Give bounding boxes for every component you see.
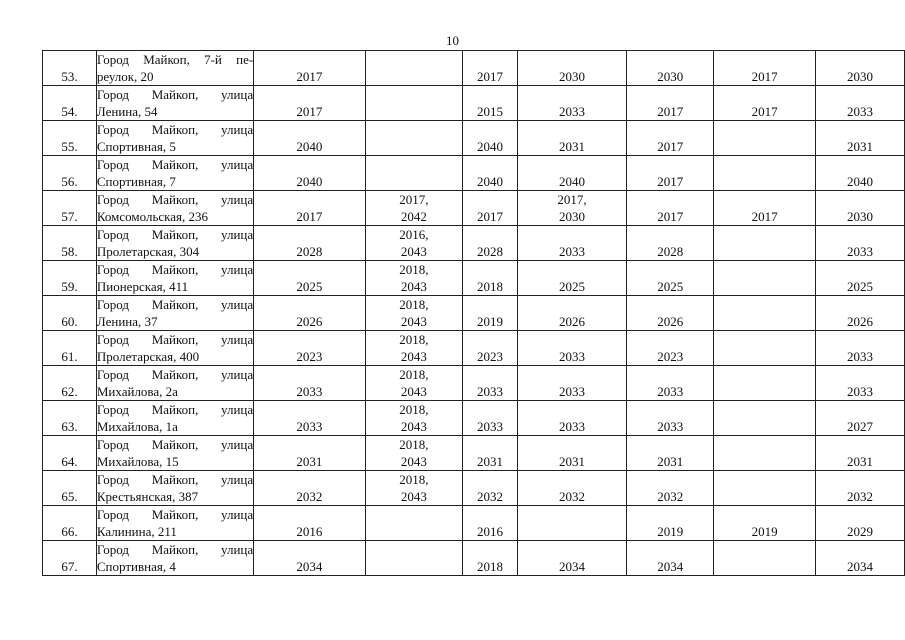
year-cell-7: 2031 bbox=[815, 436, 904, 471]
year-cell-4-line-2: 2030 bbox=[559, 69, 586, 84]
address-cell bbox=[96, 506, 253, 541]
year-cell-4 bbox=[517, 401, 626, 436]
year-cell-4 bbox=[517, 471, 626, 506]
year-cell-3: 2040 bbox=[463, 156, 518, 191]
year-cell-7: 2026 bbox=[815, 296, 904, 331]
year-cell-1: 2028 bbox=[254, 226, 366, 261]
row-number-cell: 67. bbox=[43, 541, 97, 576]
year-cell-6 bbox=[714, 471, 816, 506]
address-line-2: Пионерская, 411 bbox=[96, 279, 189, 294]
year-cell-2-line-1: 2018, bbox=[399, 402, 429, 417]
address-line-2: Крестьянская, 387 bbox=[96, 489, 199, 504]
address-line-2: Пролетарская, 400 bbox=[96, 349, 200, 364]
year-cell-5: 2034 bbox=[627, 541, 714, 576]
year-cell-2-line-2: 2043 bbox=[400, 384, 427, 399]
row-number-cell: 58. bbox=[43, 226, 97, 261]
schedule-table bbox=[42, 50, 905, 576]
row-number-cell: 66. bbox=[43, 506, 97, 541]
year-cell-1: 2040 bbox=[254, 121, 366, 156]
year-cell-5: 2025 bbox=[627, 261, 714, 296]
year-cell-2 bbox=[365, 121, 462, 156]
year-cell-4-line-2: 2030 bbox=[559, 209, 586, 224]
year-cell-4 bbox=[517, 156, 626, 191]
year-cell-6 bbox=[714, 331, 816, 366]
year-cell-2-line-1: 2018, bbox=[399, 297, 429, 312]
table-row bbox=[43, 401, 905, 436]
address-line-1: Город Майкоп, улица bbox=[96, 87, 254, 102]
year-cell-1: 2034 bbox=[254, 541, 366, 576]
year-cell-2-line-2: 2043 bbox=[400, 244, 427, 259]
address-cell bbox=[96, 226, 253, 261]
year-cell-5: 2031 bbox=[627, 436, 714, 471]
year-cell-4 bbox=[517, 296, 626, 331]
table-body bbox=[43, 51, 905, 576]
address-line-2: Спортивная, 7 bbox=[96, 174, 176, 189]
year-cell-3: 2033 bbox=[463, 366, 518, 401]
address-line-1: Город Майкоп, улица bbox=[96, 507, 254, 522]
year-cell-2 bbox=[365, 191, 462, 226]
year-cell-5: 2033 bbox=[627, 366, 714, 401]
year-cell-4 bbox=[517, 436, 626, 471]
table-row bbox=[43, 226, 905, 261]
year-cell-4-line-2: 2033 bbox=[559, 349, 586, 364]
year-cell-1: 2032 bbox=[254, 471, 366, 506]
year-cell-4 bbox=[517, 121, 626, 156]
year-cell-2 bbox=[365, 436, 462, 471]
year-cell-5: 2017 bbox=[627, 156, 714, 191]
year-cell-2-line-2: 2043 bbox=[400, 489, 427, 504]
year-cell-3: 2033 bbox=[463, 401, 518, 436]
address-line-2: Михайлова, 2а bbox=[96, 384, 178, 399]
year-cell-6 bbox=[714, 156, 816, 191]
table-row bbox=[43, 51, 905, 86]
year-cell-7: 2030 bbox=[815, 51, 904, 86]
year-cell-2-line-1: 2016, bbox=[399, 227, 429, 242]
address-line-2: Ленина, 54 bbox=[96, 104, 158, 119]
year-cell-1: 2040 bbox=[254, 156, 366, 191]
address-line-1: Город Майкоп, улица bbox=[96, 542, 254, 557]
year-cell-4-line-2: 2040 bbox=[559, 174, 586, 189]
year-cell-2 bbox=[365, 541, 462, 576]
year-cell-5: 2017 bbox=[627, 86, 714, 121]
year-cell-6: 2019 bbox=[714, 506, 816, 541]
year-cell-4-line-2: 2033 bbox=[559, 104, 586, 119]
address-cell bbox=[96, 401, 253, 436]
table-row bbox=[43, 471, 905, 506]
year-cell-4-line-2: 2031 bbox=[559, 454, 586, 469]
year-cell-4-line-2: 2031 bbox=[559, 139, 586, 154]
year-cell-2-line-1: 2017, bbox=[399, 192, 429, 207]
year-cell-2 bbox=[365, 51, 462, 86]
year-cell-4 bbox=[517, 86, 626, 121]
year-cell-5: 2028 bbox=[627, 226, 714, 261]
year-cell-7: 2033 bbox=[815, 226, 904, 261]
year-cell-3: 2016 bbox=[463, 506, 518, 541]
row-number-cell: 54. bbox=[43, 86, 97, 121]
address-line-1: Город Майкоп, улица bbox=[96, 262, 254, 277]
year-cell-4 bbox=[517, 261, 626, 296]
year-cell-4 bbox=[517, 366, 626, 401]
year-cell-6: 2017 bbox=[714, 191, 816, 226]
year-cell-1: 2026 bbox=[254, 296, 366, 331]
row-number-cell: 57. bbox=[43, 191, 97, 226]
year-cell-7: 2040 bbox=[815, 156, 904, 191]
year-cell-1: 2017 bbox=[254, 191, 366, 226]
table-row bbox=[43, 506, 905, 541]
year-cell-4 bbox=[517, 506, 626, 541]
year-cell-1: 2031 bbox=[254, 436, 366, 471]
row-number-cell: 56. bbox=[43, 156, 97, 191]
year-cell-7: 2033 bbox=[815, 86, 904, 121]
year-cell-2 bbox=[365, 86, 462, 121]
year-cell-6 bbox=[714, 366, 816, 401]
year-cell-7: 2025 bbox=[815, 261, 904, 296]
row-number-cell: 60. bbox=[43, 296, 97, 331]
year-cell-3: 2015 bbox=[463, 86, 518, 121]
year-cell-2 bbox=[365, 506, 462, 541]
year-cell-5: 2032 bbox=[627, 471, 714, 506]
year-cell-3: 2031 bbox=[463, 436, 518, 471]
address-line-1: Город Майкоп, улица bbox=[96, 227, 254, 242]
year-cell-1: 2017 bbox=[254, 51, 366, 86]
year-cell-6: 2017 bbox=[714, 86, 816, 121]
year-cell-7: 2033 bbox=[815, 331, 904, 366]
year-cell-3: 2017 bbox=[463, 191, 518, 226]
year-cell-4-line-2: 2033 bbox=[559, 384, 586, 399]
year-cell-1: 2033 bbox=[254, 366, 366, 401]
table-row bbox=[43, 331, 905, 366]
year-cell-4-line-2: 2026 bbox=[559, 314, 586, 329]
address-cell bbox=[96, 121, 253, 156]
year-cell-2 bbox=[365, 401, 462, 436]
year-cell-7: 2029 bbox=[815, 506, 904, 541]
address-cell bbox=[96, 261, 253, 296]
address-line-2: Михайлова, 15 bbox=[96, 454, 179, 469]
year-cell-4 bbox=[517, 191, 626, 226]
year-cell-7: 2032 bbox=[815, 471, 904, 506]
year-cell-5: 2030 bbox=[627, 51, 714, 86]
year-cell-3: 2028 bbox=[463, 226, 518, 261]
address-line-2: Комсомольская, 236 bbox=[96, 209, 209, 224]
address-line-1: Город Майкоп, улица bbox=[96, 472, 254, 487]
year-cell-2 bbox=[365, 226, 462, 261]
year-cell-2 bbox=[365, 296, 462, 331]
row-number-cell: 63. bbox=[43, 401, 97, 436]
table-row bbox=[43, 436, 905, 471]
address-cell bbox=[96, 296, 253, 331]
address-line-2: Михайлова, 1а bbox=[96, 419, 178, 434]
year-cell-5: 2026 bbox=[627, 296, 714, 331]
year-cell-2-line-1: 2018, bbox=[399, 437, 429, 452]
year-cell-2-line-1: 2018, bbox=[399, 367, 429, 382]
year-cell-2 bbox=[365, 471, 462, 506]
year-cell-6 bbox=[714, 541, 816, 576]
year-cell-2-line-2: 2043 bbox=[400, 314, 427, 329]
year-cell-4 bbox=[517, 331, 626, 366]
year-cell-1: 2025 bbox=[254, 261, 366, 296]
year-cell-1: 2016 bbox=[254, 506, 366, 541]
year-cell-6 bbox=[714, 296, 816, 331]
year-cell-6 bbox=[714, 121, 816, 156]
address-line-2: Спортивная, 5 bbox=[96, 139, 176, 154]
year-cell-5: 2017 bbox=[627, 191, 714, 226]
year-cell-6 bbox=[714, 401, 816, 436]
year-cell-3: 2023 bbox=[463, 331, 518, 366]
year-cell-3: 2018 bbox=[463, 541, 518, 576]
year-cell-2-line-2: 2043 bbox=[400, 419, 427, 434]
address-line-2: Спортивная, 4 bbox=[96, 559, 176, 574]
row-number-cell: 55. bbox=[43, 121, 97, 156]
address-line-2: Ленина, 37 bbox=[96, 314, 158, 329]
year-cell-1: 2033 bbox=[254, 401, 366, 436]
year-cell-3: 2018 bbox=[463, 261, 518, 296]
row-number-cell: 59. bbox=[43, 261, 97, 296]
address-cell bbox=[96, 331, 253, 366]
year-cell-7: 2027 bbox=[815, 401, 904, 436]
row-number-cell: 61. bbox=[43, 331, 97, 366]
table-row bbox=[43, 541, 905, 576]
address-line-1: Город Майкоп, улица bbox=[96, 122, 254, 137]
table-row bbox=[43, 156, 905, 191]
address-line-2: реулок, 20 bbox=[96, 69, 154, 84]
address-line-1: Город Майкоп, улица bbox=[96, 402, 254, 417]
year-cell-2-line-2: 2043 bbox=[400, 279, 427, 294]
table-row bbox=[43, 366, 905, 401]
row-number-cell: 62. bbox=[43, 366, 97, 401]
table-row bbox=[43, 86, 905, 121]
year-cell-4 bbox=[517, 541, 626, 576]
year-cell-5: 2017 bbox=[627, 121, 714, 156]
year-cell-4 bbox=[517, 51, 626, 86]
year-cell-7: 2030 bbox=[815, 191, 904, 226]
address-cell bbox=[96, 86, 253, 121]
year-cell-3: 2019 bbox=[463, 296, 518, 331]
year-cell-6 bbox=[714, 261, 816, 296]
address-line-1: Город Майкоп, улица bbox=[96, 157, 254, 172]
year-cell-5: 2019 bbox=[627, 506, 714, 541]
row-number-cell: 65. bbox=[43, 471, 97, 506]
page-number: 10 bbox=[446, 33, 459, 48]
year-cell-4-line-1: 2017, bbox=[557, 192, 587, 207]
year-cell-1: 2017 bbox=[254, 86, 366, 121]
year-cell-6 bbox=[714, 436, 816, 471]
address-cell bbox=[96, 436, 253, 471]
year-cell-7: 2031 bbox=[815, 121, 904, 156]
year-cell-2-line-1: 2018, bbox=[399, 262, 429, 277]
year-cell-4-line-2: 2025 bbox=[559, 279, 586, 294]
year-cell-7: 2034 bbox=[815, 541, 904, 576]
year-cell-4 bbox=[517, 226, 626, 261]
year-cell-2-line-1: 2018, bbox=[399, 332, 429, 347]
address-line-1: Город Майкоп, улица bbox=[96, 437, 254, 452]
address-line-2: Калинина, 211 bbox=[96, 524, 177, 539]
address-line-1: Город Майкоп, улица bbox=[96, 332, 254, 347]
year-cell-1: 2023 bbox=[254, 331, 366, 366]
address-cell bbox=[96, 156, 253, 191]
address-line-1: Город Майкоп, улица bbox=[96, 297, 254, 312]
year-cell-5: 2033 bbox=[627, 401, 714, 436]
table-row bbox=[43, 121, 905, 156]
year-cell-6: 2017 bbox=[714, 51, 816, 86]
address-line-1: Город Майкоп, улица bbox=[96, 367, 254, 382]
address-cell bbox=[96, 366, 253, 401]
table-row bbox=[43, 261, 905, 296]
year-cell-2 bbox=[365, 261, 462, 296]
year-cell-2-line-1: 2018, bbox=[399, 472, 429, 487]
row-number-cell: 53. bbox=[43, 51, 97, 86]
year-cell-2-line-2: 2042 bbox=[400, 209, 427, 224]
year-cell-2 bbox=[365, 156, 462, 191]
year-cell-4-line-2: 2033 bbox=[559, 244, 586, 259]
year-cell-5: 2023 bbox=[627, 331, 714, 366]
address-cell bbox=[96, 191, 253, 226]
year-cell-6 bbox=[714, 226, 816, 261]
year-cell-2-line-2: 2043 bbox=[400, 349, 427, 364]
year-cell-3: 2040 bbox=[463, 121, 518, 156]
address-cell bbox=[96, 541, 253, 576]
year-cell-4-line-2: 2033 bbox=[559, 419, 586, 434]
table-row bbox=[43, 296, 905, 331]
year-cell-2 bbox=[365, 366, 462, 401]
year-cell-4-line-2: 2032 bbox=[559, 489, 586, 504]
year-cell-7: 2033 bbox=[815, 366, 904, 401]
year-cell-2 bbox=[365, 331, 462, 366]
address-line-1: Город Майкоп, 7-й пе- bbox=[96, 52, 254, 67]
year-cell-2-line-2: 2043 bbox=[400, 454, 427, 469]
year-cell-4-line-2: 2034 bbox=[559, 559, 586, 574]
address-line-2: Пролетарская, 304 bbox=[96, 244, 200, 259]
table-row bbox=[43, 191, 905, 226]
address-cell bbox=[96, 51, 253, 86]
address-cell bbox=[96, 471, 253, 506]
address-line-1: Город Майкоп, улица bbox=[96, 192, 254, 207]
row-number-cell: 64. bbox=[43, 436, 97, 471]
year-cell-3: 2032 bbox=[463, 471, 518, 506]
year-cell-3: 2017 bbox=[463, 51, 518, 86]
